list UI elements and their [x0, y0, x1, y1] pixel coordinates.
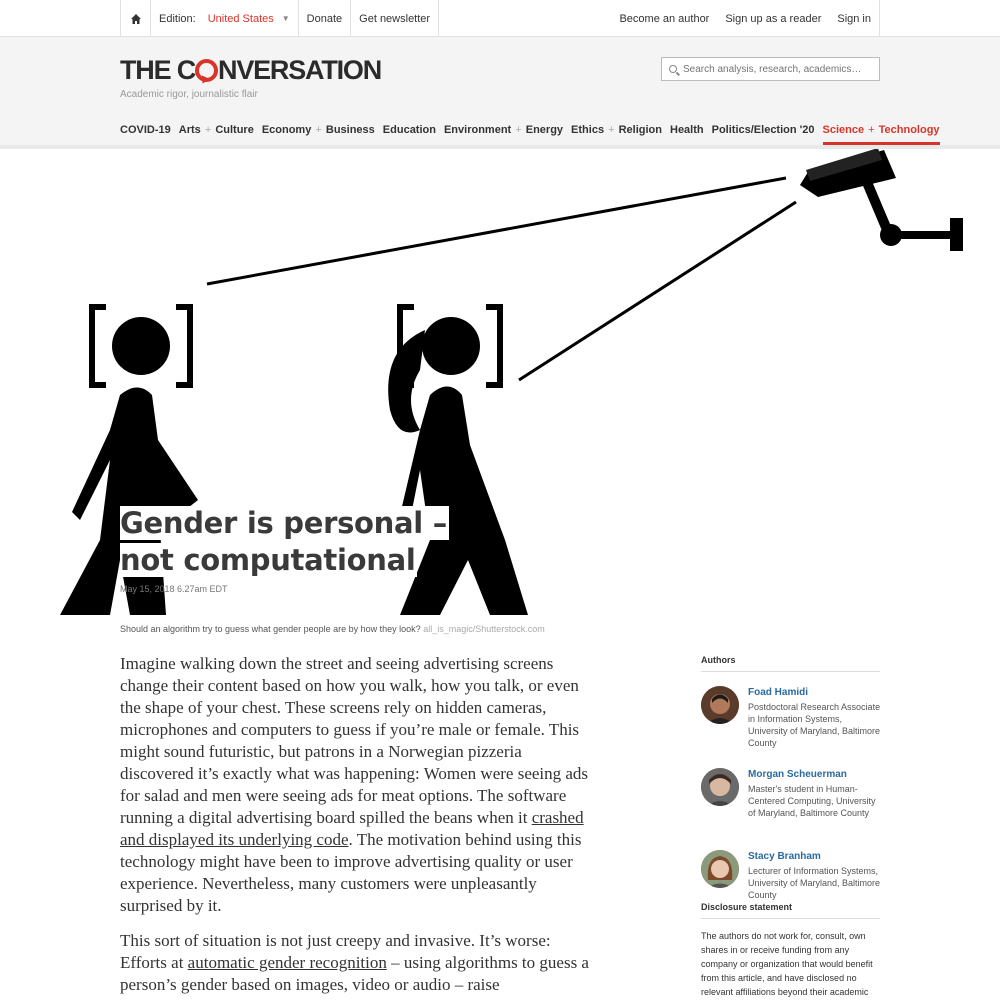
disclosure-section: [701, 902, 880, 999]
account-links: [611, 0, 880, 37]
avatar[interactable]: [701, 850, 739, 888]
nav-item-science[interactable]: [823, 124, 940, 145]
nav-item-label: Technology: [878, 124, 940, 136]
search-box[interactable]: [661, 57, 880, 81]
plus-separator: +: [865, 124, 878, 136]
author-card[interactable]: [701, 686, 880, 754]
home-icon: [130, 13, 142, 25]
sight-line: [519, 202, 796, 380]
avatar[interactable]: [701, 768, 739, 806]
avatar[interactable]: [701, 686, 739, 724]
plus-separator: +: [512, 124, 525, 136]
nav-item-arts[interactable]: [179, 124, 254, 145]
plus-separator: +: [312, 124, 325, 136]
paragraph-text: This sort of situation is not just creepy and invasive. It’s worse: Efforts at: [120, 931, 551, 972]
nav-item-economy[interactable]: [262, 124, 375, 145]
nav-item-label: Ethics: [571, 124, 605, 136]
nav-item-environment[interactable]: [444, 124, 563, 145]
image-caption: [120, 624, 545, 634]
site-logo[interactable]: [120, 55, 381, 86]
speech-bubble-icon: [195, 59, 218, 82]
site-header: [0, 37, 1000, 145]
nav-item-label: Education: [382, 124, 436, 136]
nav-item-label: Health: [670, 124, 704, 136]
authors-heading: Authors: [701, 655, 880, 672]
author-name[interactable]: Stacy Branham: [748, 851, 821, 862]
paragraph-text: – using algorithms to guess a person’s gender based on images, video or audio – raise: [120, 953, 589, 994]
sign-in-link[interactable]: Sign in: [837, 12, 871, 25]
caption-credit[interactable]: all_is_magic/Shutterstock.com: [423, 624, 545, 634]
nav-item-label: Arts: [178, 124, 201, 136]
plus-separator: +: [605, 124, 618, 136]
search-icon: [669, 65, 677, 73]
author-role: Master's student in Human-Centered Computing, University of Maryland, Baltimore County: [748, 784, 876, 818]
author-role: Lecturer of Information Systems, University of Maryland, Baltimore County: [748, 866, 881, 900]
author-card[interactable]: [701, 768, 880, 836]
nav-item-label: Business: [325, 124, 375, 136]
author-role: Postdoctoral Research Associate in Information Systems, University of Maryland, Baltimore County: [748, 702, 881, 748]
crashed-code-link[interactable]: crashed and displayed its underlying code: [120, 808, 584, 849]
section-nav: [120, 124, 948, 145]
nav-item-label: Culture: [215, 124, 254, 136]
nav-item-label: Economy: [261, 124, 312, 136]
caret-down-icon: ▼: [281, 14, 290, 23]
top-utility-bar: [0, 0, 1000, 37]
caption-text: Should an algorithm try to guess what gender people are by how they look?: [120, 624, 421, 634]
paragraph: [120, 653, 590, 917]
gender-recognition-link[interactable]: automatic gender recognition: [187, 953, 387, 972]
search-input[interactable]: [683, 64, 873, 75]
title-line-1: Gender is personal –: [120, 506, 447, 540]
authors-sidebar: [701, 655, 880, 918]
home-button[interactable]: [120, 0, 150, 37]
nav-item-label: Science: [822, 124, 865, 136]
nav-item-label: Religion: [618, 124, 662, 136]
sign-up-reader-link[interactable]: Sign up as a reader: [725, 12, 822, 25]
nav-item-covid-19[interactable]: [120, 124, 171, 145]
nav-item-label: Energy: [525, 124, 564, 136]
paragraph-text: . The motivation behind using this technology might have been to improve advertising quality or user experience. Nevertheless, many customers were unpleasantly surprised by it.: [120, 830, 582, 915]
plus-separator: +: [201, 124, 215, 136]
edition-value: United States: [207, 12, 274, 25]
nav-item-label: Environment: [443, 124, 512, 136]
topbar-spacer: [438, 0, 611, 37]
site-tagline: Academic rigor, journalistic flair: [120, 89, 258, 100]
logo-text-start: THE C: [120, 55, 196, 85]
newsletter-link[interactable]: Get newsletter: [350, 0, 438, 37]
logo-text-end: NVERSATION: [218, 55, 382, 85]
edition-selector[interactable]: [150, 0, 298, 37]
paragraph-text: Imagine walking down the street and seeing advertising screens change their content based on how you walk, how you talk, or even the shape of your chest. These screens rely on hidden cameras, microphones and computers to guess if you’re male or female. This might sound futuristic, but patrons in a Norwegian pizzeria discovered it’s exactly what was happening: Women were seeing ads for salad and men were seeing ads for meat options. The software running a digital advertising board spilled the beans when it: [120, 654, 589, 827]
nav-item-label: Politics/Election '20: [711, 124, 815, 136]
edition-label: Edition:: [159, 12, 196, 25]
article-body: [120, 653, 590, 1000]
title-line-2: not computational: [120, 543, 416, 577]
donate-link[interactable]: Donate: [298, 0, 350, 37]
become-author-link[interactable]: Become an author: [619, 12, 710, 25]
nav-item-politics-election-20[interactable]: [712, 124, 815, 145]
disclosure-text: The authors do not work for, consult, own shares in or receive funding from any company or organization that would benefit from this article, and have disclosed no relevant affiliations beyond their academic: [701, 931, 873, 997]
article-title: [120, 505, 449, 579]
disclosure-heading: Disclosure statement: [701, 902, 880, 919]
nav-item-health[interactable]: [670, 124, 704, 145]
article-date: May 15, 2018 6.27am EDT: [120, 584, 228, 594]
paragraph: [120, 930, 590, 996]
author-name[interactable]: Foad Hamidi: [748, 687, 809, 698]
sight-line: [207, 178, 786, 284]
nav-item-ethics[interactable]: [571, 124, 662, 145]
nav-item-education[interactable]: [383, 124, 436, 145]
nav-item-label: COVID-19: [120, 124, 171, 136]
author-name[interactable]: Morgan Scheuerman: [748, 769, 847, 780]
surveillance-camera-icon: [800, 149, 963, 251]
